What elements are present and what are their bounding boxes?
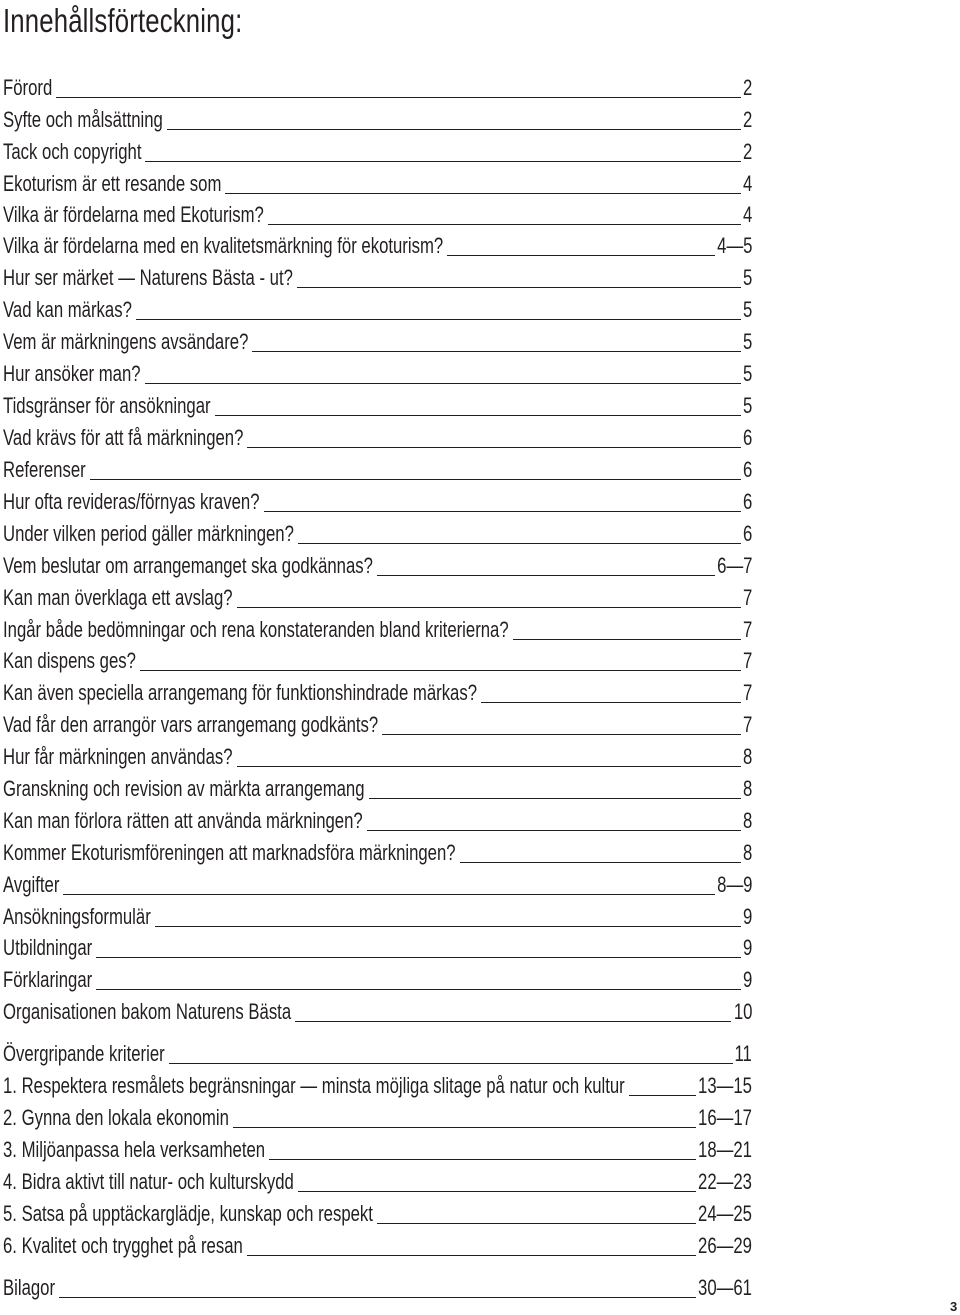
page-title: Innehållsförteckning:	[3, 2, 243, 39]
toc-entry[interactable]	[3, 72, 752, 102]
leader-line	[247, 1255, 696, 1256]
leader-line	[298, 1191, 696, 1192]
leader-line	[215, 415, 741, 416]
toc-entry[interactable]	[3, 104, 752, 134]
toc-entry-page: 6	[742, 457, 752, 482]
toc-entry-title: Tack och copyright	[3, 139, 142, 164]
leader-line	[382, 734, 740, 735]
leader-line	[295, 1021, 731, 1022]
toc-entry[interactable]	[3, 262, 752, 292]
toc-entry[interactable]	[3, 932, 752, 962]
leader-line	[629, 1095, 696, 1096]
toc-entry-title: Vad kan märkas?	[3, 297, 132, 322]
toc-entry-page: 2	[742, 139, 752, 164]
toc-entry[interactable]	[3, 901, 752, 931]
toc-entry[interactable]	[3, 486, 752, 516]
toc-entry-title: Hur får märkningen användas?	[3, 744, 233, 769]
toc-entry-page: 9	[742, 904, 752, 929]
toc-entry-title: Vad får den arrangör vars arrangemang godkänts?	[3, 712, 379, 737]
leader-line	[155, 926, 741, 927]
toc-entry-page: 26—29	[698, 1233, 752, 1258]
toc-entry[interactable]	[3, 869, 752, 899]
toc-entry-title: Tidsgränser för ansökningar	[3, 393, 211, 418]
leader-line	[377, 575, 715, 576]
leader-line	[96, 989, 740, 990]
leader-line	[140, 670, 741, 671]
toc-entry-page: 13—15	[698, 1073, 752, 1098]
leader-line	[237, 607, 741, 608]
toc-entry-page: 8—9	[716, 872, 752, 897]
leader-line	[145, 383, 741, 384]
toc-entry-page: 10	[733, 999, 752, 1024]
toc-entry-title: 1. Respektera resmålets begränsningar — minsta möjliga slitage på natur och kultur	[3, 1073, 625, 1098]
toc-entry-page: 4	[742, 171, 752, 196]
toc-entry-page: 5	[742, 393, 752, 418]
leader-line	[167, 129, 741, 130]
toc-entry[interactable]	[3, 518, 752, 548]
toc-entry-page: 2	[742, 75, 752, 100]
toc-entry[interactable]	[3, 1198, 752, 1228]
toc-entry[interactable]	[3, 805, 752, 835]
toc-entry-page: 7	[742, 585, 752, 610]
toc-entry[interactable]	[3, 390, 752, 420]
toc-entry[interactable]	[3, 454, 752, 484]
leader-line	[268, 224, 741, 225]
leader-line	[264, 511, 741, 512]
toc-entry[interactable]	[3, 709, 752, 739]
leader-line	[481, 702, 741, 703]
toc-entry-title: Kommer Ekoturismföreningen att marknadsföra märkningen?	[3, 840, 456, 865]
toc-entry-title: Utbildningar	[3, 935, 93, 960]
toc-entry-page: 30—61	[698, 1275, 752, 1300]
toc-entry-title: Kan även speciella arrangemang för funktionshindrade märkas?	[3, 680, 478, 705]
toc-entry[interactable]	[3, 614, 752, 644]
toc-entry-title: Organisationen bakom Naturens Bästa	[3, 999, 292, 1024]
toc-entry-page: 8	[742, 840, 752, 865]
toc-entry-title: Kan man förlora rätten att använda märkningen?	[3, 808, 363, 833]
toc-entry-title: Kan man överklaga ett avslag?	[3, 585, 233, 610]
leader-line	[145, 161, 740, 162]
toc-entry-title: Övergripande kriterier	[3, 1041, 165, 1066]
leader-line	[225, 193, 740, 194]
leader-line	[247, 447, 740, 448]
toc-entry-title: 5. Satsa på upptäckarglädje, kunskap och respekt	[3, 1201, 373, 1226]
toc-entry-title: Vilka är fördelarna med en kvalitetsmärkning för ekoturism?	[3, 233, 444, 258]
toc-entry-title: Syfte och målsättning	[3, 107, 163, 132]
toc-entry-page: 8	[742, 808, 752, 833]
toc-entry-page: 8	[742, 744, 752, 769]
toc-entry[interactable]	[3, 741, 752, 771]
toc-entry-title: Granskning och revision av märkta arrangemang	[3, 776, 365, 801]
toc-entry-page: 4—5	[716, 233, 752, 258]
leader-line	[367, 830, 741, 831]
toc-entry-page: 9	[742, 935, 752, 960]
leader-line	[56, 97, 740, 98]
toc-entry[interactable]	[3, 645, 752, 675]
toc-entry-title: Kan dispens ges?	[3, 648, 136, 673]
leader-line	[369, 798, 741, 799]
toc-entry[interactable]	[3, 358, 752, 388]
toc-entry[interactable]	[3, 1070, 752, 1100]
toc-entry-page: 16—17	[698, 1105, 752, 1130]
leader-line	[59, 1297, 696, 1298]
toc-entry[interactable]	[3, 773, 752, 803]
toc-entry-page: 6	[742, 425, 752, 450]
toc-entry-page: 7	[742, 712, 752, 737]
toc-entry-title: Förklaringar	[3, 967, 93, 992]
toc-entry-page: 7	[742, 648, 752, 673]
toc-entry-title: Vem är märkningens avsändare?	[3, 329, 249, 354]
toc-entry[interactable]	[3, 1272, 752, 1302]
toc-entry-title: Hur ansöker man?	[3, 361, 141, 386]
leader-line	[513, 639, 741, 640]
toc-entry-page: 5	[742, 361, 752, 386]
toc-entry-title: Förord	[3, 75, 53, 100]
toc-entry-title: 6. Kvalitet och trygghet på resan	[3, 1233, 243, 1258]
toc-entry[interactable]	[3, 199, 752, 229]
toc-entry-page: 11	[734, 1041, 752, 1066]
toc-entry[interactable]	[3, 550, 752, 580]
toc-entry[interactable]	[3, 422, 752, 452]
leader-line	[237, 766, 741, 767]
toc-entry-page: 18—21	[698, 1137, 752, 1162]
leader-line	[377, 1223, 696, 1224]
toc-entry-page: 9	[742, 967, 752, 992]
toc-entry-title: 4. Bidra aktivt till natur- och kulturskydd	[3, 1169, 294, 1194]
leader-line	[233, 1127, 696, 1128]
page-number: 3	[950, 1299, 958, 1314]
toc-entry-title: Avgifter	[3, 872, 60, 897]
toc-entry-title: Vilka är fördelarna med Ekoturism?	[3, 202, 264, 227]
toc-entry-title: Ekoturism är ett resande som	[3, 171, 222, 196]
toc-entry-page: 6	[742, 521, 752, 546]
leader-line	[460, 862, 741, 863]
toc-entry[interactable]	[3, 1038, 752, 1068]
toc-entry-title: Vad krävs för att få märkningen?	[3, 425, 244, 450]
leader-line	[63, 894, 714, 895]
toc-entry[interactable]	[3, 964, 752, 994]
toc-entry-title: 2. Gynna den lokala ekonomin	[3, 1105, 229, 1130]
toc-entry[interactable]	[3, 230, 752, 260]
toc-entry[interactable]	[3, 677, 752, 707]
toc-entry-page: 5	[742, 265, 752, 290]
toc-entry-page: 7	[742, 617, 752, 642]
toc-entry[interactable]	[3, 326, 752, 356]
toc-entry-title: Vem beslutar om arrangemanget ska godkännas?	[3, 553, 373, 578]
leader-line	[447, 255, 714, 256]
toc-entry-title: Bilagor	[3, 1275, 56, 1300]
toc-entry-page: 4	[742, 202, 752, 227]
toc-entry[interactable]	[3, 1102, 752, 1132]
toc-entry-title: 3. Miljöanpassa hela verksamheten	[3, 1137, 266, 1162]
toc-entry[interactable]	[3, 294, 752, 324]
toc-entry-page: 2	[742, 107, 752, 132]
toc-entry-title: Referenser	[3, 457, 86, 482]
leader-line	[269, 1159, 696, 1160]
leader-line	[297, 287, 741, 288]
toc-entry[interactable]	[3, 168, 752, 198]
toc-entry[interactable]	[3, 1134, 752, 1164]
toc-entry-page: 6—7	[716, 553, 752, 578]
toc-entry-title: Ansökningsformulär	[3, 904, 151, 929]
toc-entry-title: Under vilken period gäller märkningen?	[3, 521, 294, 546]
toc-entry-title: Hur ser märket — Naturens Bästa - ut?	[3, 265, 293, 290]
toc-entry-title: Ingår både bedömningar och rena konstateranden bland kriterierna?	[3, 617, 509, 642]
leader-line	[298, 543, 741, 544]
toc-entry-page: 8	[742, 776, 752, 801]
leader-line	[136, 319, 741, 320]
toc-entry-page: 6	[742, 489, 752, 514]
toc-entry[interactable]	[3, 996, 752, 1026]
leader-line	[96, 957, 740, 958]
leader-line	[252, 351, 740, 352]
toc-entry[interactable]	[3, 1230, 752, 1260]
toc-entry[interactable]	[3, 1166, 752, 1196]
toc-entry-page: 24—25	[698, 1201, 752, 1226]
leader-line	[169, 1063, 733, 1064]
toc-entry-page: 7	[742, 680, 752, 705]
leader-line	[90, 479, 741, 480]
toc-entry-page: 5	[742, 297, 752, 322]
toc-entry[interactable]	[3, 136, 752, 166]
toc-entry-title: Hur ofta revideras/förnyas kraven?	[3, 489, 260, 514]
toc-entry[interactable]	[3, 582, 752, 612]
toc-entry-page: 5	[742, 329, 752, 354]
toc-entry-page: 22—23	[698, 1169, 752, 1194]
toc-entry[interactable]	[3, 837, 752, 867]
